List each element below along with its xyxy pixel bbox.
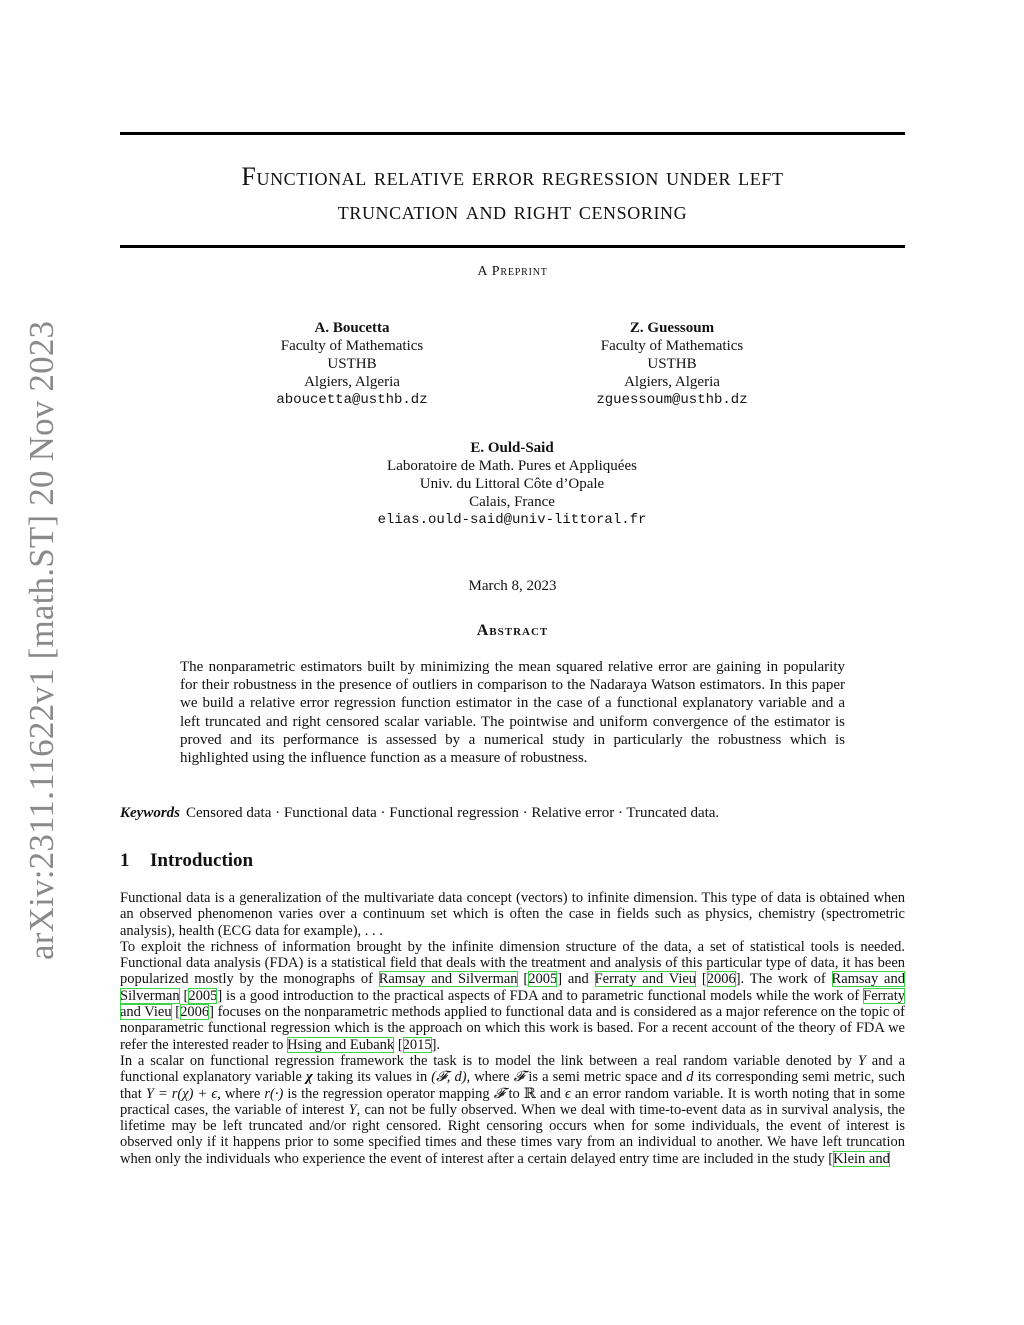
paragraph: Functional data is a generalization of the multivariate data concept (vectors) to infinite dimension. This type of data is obtained when an observed phenomenon varies over a continuum set which is often the case in fields such as physics, chemistry (spectrometric analysis), health (ECG data for example), . . . [120,890,905,939]
author-name: A. Boucetta [314,320,390,336]
author-block [552,319,792,409]
text-run: focuses on the nonparametric methods applied to functional data and is considered as a major reference on the topic of nonparametric functional regression which is the approach on which this work is based. For a recent account of the theory of FDA we refer the interested reader to [120,1004,905,1053]
text-run: is a good introduction to the practical aspects of FDA and to parametric functional models while the work of [222,987,864,1004]
title-line-1: Functional relative error regression under left [241,162,784,191]
title-rule-bottom [120,245,905,248]
math-symbol: 𝓕 [493,1085,505,1102]
abstract-heading: Abstract [476,622,549,639]
math-expression: Y = r(χ) + ϵ [145,1085,218,1102]
author-institution: USTHB [327,356,377,372]
math-symbol: χ [306,1069,313,1086]
title-line-2: truncation and right censoring [337,196,688,225]
text-run: to ℝ and [504,1085,565,1102]
citation-year-link[interactable]: 2015 [402,1036,432,1053]
math-symbol: Y [348,1101,357,1118]
citation-year-link[interactable]: 2006 [706,971,736,988]
author-name: E. Ould-Said [470,440,554,456]
citation-year-link[interactable]: 2005 [188,987,218,1004]
title-rule-top [120,132,905,135]
citation-year-link[interactable]: 2006 [180,1004,210,1021]
citation-link[interactable]: Klein and [833,1150,890,1167]
author-email[interactable]: elias.ould-said@univ-littoral.fr [377,512,647,528]
math-expression: r(·) [264,1085,284,1102]
citation-link[interactable]: Hsing and Eubank [287,1036,395,1053]
abstract-text: The nonparametric estimators built by minimizing the mean squared relative error are gaining in popularity for their robustness in the presence of outliers in comparison to the Nadaraya Watson estimators. In this paper we build a relative error regression function estimator in the case of a functional explanatory variable and a left truncated and right censored scalar variable. The pointwise and uniform convergence of the estimator is proved and its performance is assessed by a numerical study in particularly the robustness which is highlighted using the influence function as a measure of robustness. [180,659,845,767]
author-location: Algiers, Algeria [624,374,720,390]
author-email[interactable]: zguessoum@usthb.dz [596,392,748,408]
arxiv-side-stamp: arXiv:2311.11622v1 [math.ST] 20 Nov 2023 [22,320,61,960]
text-run: . [436,1036,441,1053]
text-run: and a functional explanatory variable [120,1052,906,1086]
citation-year-link[interactable]: 2005 [528,971,558,988]
body-text [120,890,905,1167]
keywords-text: Censored data · Functional data · Functional regression · Relative error · Truncated data. [186,805,720,821]
text-run: , where [217,1085,265,1102]
citation-link[interactable]: Ramsay and Silverman [120,971,905,1004]
text-run: , can not be fully observed. When we deal with time-to-event data as in survival analysis, the lifetime may be left truncated and/or right censored. Right censoring occurs when for some individuals, the event of interest is observed only if it happens prior to some specified times and these times vary from an individual to another. We have left truncation when only the individuals who experience the event of interest after a certain delayed entry time are included in the study [ [120,1101,905,1167]
text-run: an error random variable. It is worth noting that in some practical cases, the variable of interest [120,1085,905,1118]
paragraph [120,1053,905,1167]
keywords-label: Keywords [120,805,180,821]
math-symbol: Y [857,1052,866,1069]
author-affiliation: Faculty of Mathematics [280,338,424,354]
text-run: is the regression operator mapping [283,1085,494,1102]
text-run: , where [466,1069,514,1086]
paragraph: To exploit the richness of information brought by the infinite dimension structure of the data, a set of statistical tools is needed. Functional data analysis (FDA) is a statistical field that deals with the treatment and analysis of this particular type of data, it has been popularized mostly by the monographs of Ramsay and Silverman [2005] and Ferraty and Vieu [2006]. The work of Ramsay and Silverman [2005] is a good introduction to the practical aspects of FDA and to parametric functional models while the work of Ferraty and Vieu [2006] focuses on the nonparametric methods applied to functional data and is considered as a major reference on the topic of nonparametric functional regression which is the approach on which this work is based. For a recent account of the theory of FDA we refer the interested reader to Hsing and Eubank [2015]. [120,938,905,1053]
section-number: 1 [120,850,130,871]
citation-link[interactable]: Ferraty and Vieu [120,987,905,1021]
citation-link[interactable]: Ferraty and Vieu [594,971,697,988]
math-symbol: ϵ [564,1085,571,1102]
text-run: is a semi metric space and [524,1069,687,1086]
math-symbol: d [686,1069,694,1086]
text-run: taking its values in [312,1069,432,1086]
author-block [232,319,472,409]
text-run: . The work of [740,971,832,988]
author-affiliation: Faculty of Mathematics [600,338,744,354]
keywords-line [120,805,905,822]
author-location: Algiers, Algeria [304,374,400,390]
section-heading [120,850,253,872]
author-affiliation: Laboratoire de Math. Pures et Appliquées [387,458,637,474]
author-block [312,439,712,529]
author-location: Calais, France [469,494,555,510]
text-run: and [562,971,595,988]
math-expression: (𝓕, d) [431,1069,467,1086]
preprint-label: A Preprint [477,264,548,279]
author-email[interactable]: aboucetta@usthb.dz [276,392,428,408]
author-name: Z. Guessoum [629,320,715,336]
paper-date: March 8, 2023 [468,578,557,594]
paper-title [120,160,905,228]
text-run: To exploit the richness of information brought by the infinite dimension structure of the data, a set of statistical tools is needed. Functional data analysis (FDA) is a statistical field that deals with the treatment and analysis of this particular type of data, it has been popularized mostly by the monographs of [120,938,905,988]
math-symbol: 𝓕 [513,1069,525,1086]
author-institution: USTHB [647,356,697,372]
author-institution: Univ. du Littoral Côte d’Opale [419,476,605,492]
citation-link[interactable]: Ramsay and Silverman [378,971,518,988]
text-run: In a scalar on functional regression framework the task is to model the link between a real random variable denoted by [120,1052,858,1069]
section-title: Introduction [150,850,254,871]
text-run: its corresponding semi metric, such that [120,1069,906,1102]
